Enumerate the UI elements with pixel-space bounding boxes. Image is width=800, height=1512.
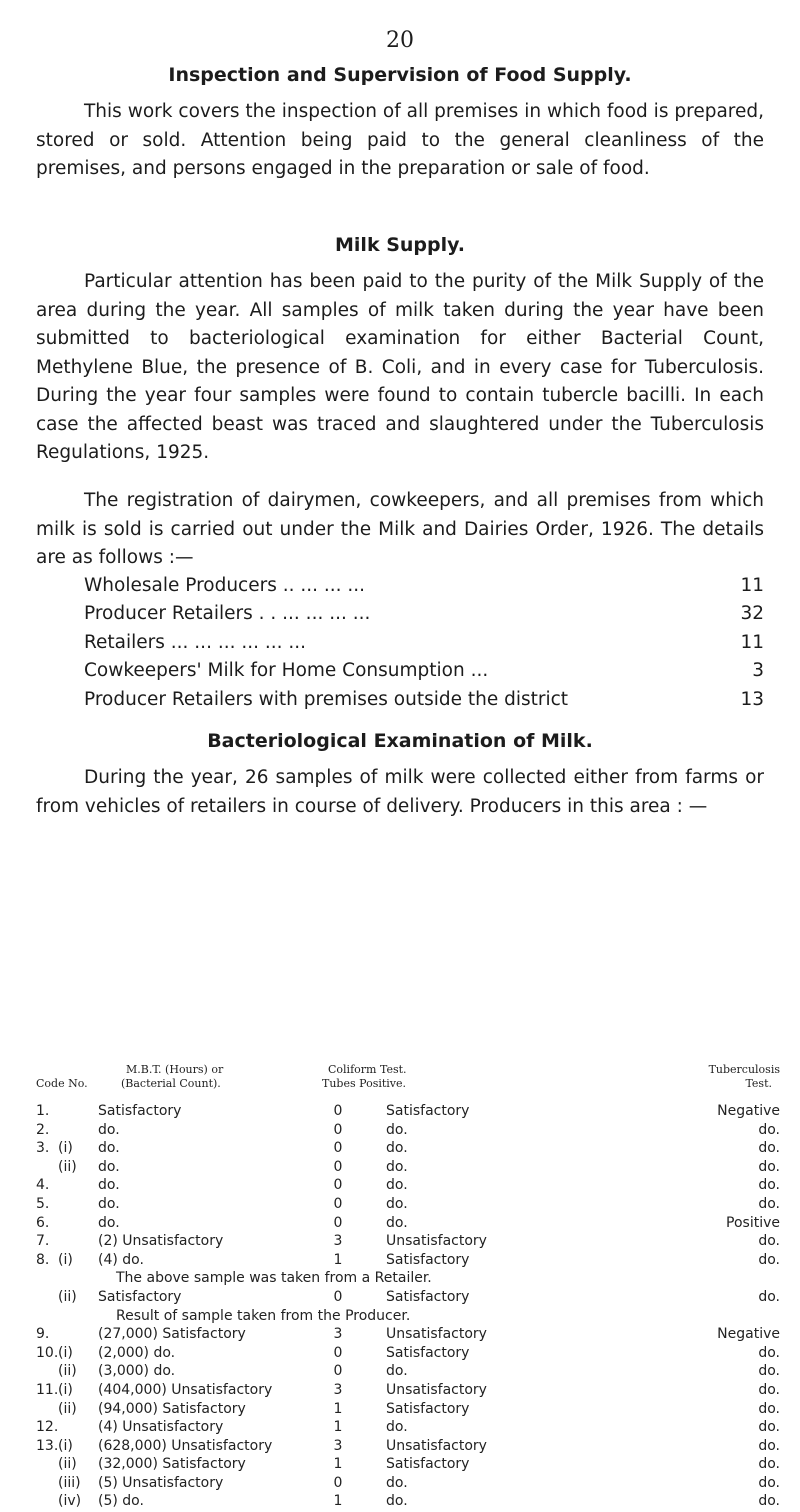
table-row [36,1456,780,1475]
cell-mbt: do. [98,1214,120,1231]
cell-code: 7. [36,1233,50,1250]
list-item [84,657,764,686]
registration-paragraph: The registration of dairymen, cowkeepers, and all premises from which milk is sold is carried out under the Milk and Dairies Order, 1926. The details are as follows :— [36,490,764,568]
cell-subcode: (ii) [58,1400,77,1417]
cell-subcode: (ii) [58,1363,77,1380]
cell-coliform: Satisfactory [386,1344,470,1361]
cell-mbt: (5) do. [98,1493,144,1510]
cell-tubes: 3 [333,1437,343,1454]
list-item-label: Retailers ... ... ... ... ... ... [84,631,307,653]
table-row [36,1326,780,1345]
cell-mbt: do. [98,1177,120,1194]
table-row [36,1140,780,1159]
header-coliform: Coliform Test. [328,1063,407,1076]
cell-mbt: (4) do. [98,1251,144,1268]
cell-tuberculosis: do. [758,1140,780,1157]
cell-tubes: 0 [333,1121,343,1138]
table-row [36,1475,780,1494]
cell-tuberculosis: do. [758,1177,780,1194]
cell-code: 1. [36,1103,50,1119]
cell-tuberculosis: do. [758,1474,780,1491]
milk-supply-paragraph: Particular attention has been paid to the purity of the Milk Supply of the area during the year. All samples of milk taken during the year have been submitted to bacteriological examination for either Bacterial Count, Methylene Blue, the presence of B. Coli, and in every case for Tuberculosis. During the year four samples were found to contain tubercle bacilli. In each case the affected beast was traced and slaughtered under the Tuberculosis Regulations, 1925. [36,271,764,463]
cell-coliform: Unsatisfactory [386,1233,487,1250]
table-row [36,1233,780,1252]
cell-subcode: (ii) [58,1288,77,1305]
cell-tuberculosis: do. [758,1288,780,1305]
cell-code: 2. [36,1121,50,1138]
cell-tubes: 1 [333,1251,343,1268]
cell-coliform: Satisfactory [386,1400,470,1417]
cell-subcode: (i) [58,1251,73,1268]
milk-supply-heading: Milk Supply. [335,234,465,256]
table-row [36,1103,780,1122]
cell-mbt: (94,000) Satisfactory [98,1400,246,1417]
page-number: 20 [386,28,414,53]
cell-code: 3. [36,1140,50,1157]
cell-mbt: do. [98,1158,120,1175]
cell-tuberculosis: do. [758,1437,780,1454]
list-item [84,685,764,714]
table-body [36,1103,780,1512]
cell-tubes: 0 [333,1363,343,1380]
list-item-label: Wholesale Producers .. ... ... ... [84,574,366,596]
cell-coliform: do. [386,1195,408,1212]
cell-subcode: (i) [58,1344,73,1361]
cell-code: 6. [36,1214,50,1231]
cell-tubes: 0 [333,1158,343,1175]
cell-subcode: (i) [58,1140,73,1157]
cell-tuberculosis: do. [758,1493,780,1510]
cell-coliform: Satisfactory [386,1103,470,1119]
cell-coliform: Unsatisfactory [386,1381,487,1398]
cell-tubes: 3 [333,1381,343,1398]
table-row [36,1382,780,1401]
cell-coliform: do. [386,1121,408,1138]
cell-mbt: (5) Unsatisfactory [98,1474,224,1491]
list-item-value: 13 [740,688,764,710]
results-table [36,1063,780,1512]
table-row [36,1159,780,1178]
cell-tuberculosis: do. [758,1400,780,1417]
cell-coliform: do. [386,1419,408,1436]
cell-tuberculosis: Negative [717,1103,780,1119]
table-row [36,1177,780,1196]
table-row [36,1196,780,1215]
header-tuberculosis: Tuberculosis [708,1063,780,1076]
cell-mbt: Satisfactory [98,1288,182,1305]
inspection-heading: Inspection and Supervision of Food Supply. [168,64,632,86]
list-item-value: 32 [740,603,764,625]
cell-code: 4. [36,1177,50,1194]
inspection-paragraph: This work covers the inspection of all premises in which food is prepared, stored or sold. Attention being paid to the general cleanliness of the premises, and persons engaged in the preparation or sale of food. [36,101,764,179]
cell-mbt: (2,000) do. [98,1344,176,1361]
header-mbt: (Bacterial Count). [121,1077,221,1090]
cell-tubes: 1 [333,1456,343,1473]
table-row [36,1438,780,1457]
bacteriological-heading: Bacteriological Examination of Milk. [207,730,593,752]
cell-coliform: Unsatisfactory [386,1326,487,1343]
table-row [36,1419,780,1438]
cell-tuberculosis: Positive [726,1214,780,1231]
cell-subcode: (i) [58,1437,73,1454]
cell-tubes: 1 [333,1419,343,1436]
list-item [84,571,764,600]
cell-tubes: 0 [333,1288,343,1305]
header-code: Code No. [36,1077,88,1090]
cell-tuberculosis: do. [758,1419,780,1436]
cell-mbt: do. [98,1195,120,1212]
cell-tubes: 0 [333,1177,343,1194]
registration-list [84,571,764,714]
cell-tuberculosis: do. [758,1251,780,1268]
table-row [36,1493,780,1512]
cell-code: 13. [36,1437,59,1454]
cell-tubes: 0 [333,1103,343,1119]
table-row [36,1363,780,1382]
cell-coliform: do. [386,1214,408,1231]
cell-tuberculosis: do. [758,1344,780,1361]
cell-tuberculosis: do. [758,1158,780,1175]
cell-tubes: 1 [333,1493,343,1510]
cell-subcode: (i) [58,1381,73,1398]
cell-tubes: 0 [333,1344,343,1361]
cell-subcode: (ii) [58,1456,77,1473]
cell-tuberculosis: do. [758,1363,780,1380]
cell-code: 10. [36,1344,59,1361]
cell-coliform: Satisfactory [386,1251,470,1268]
cell-code: 9. [36,1326,50,1343]
cell-coliform: do. [386,1363,408,1380]
list-item-value: 11 [740,631,764,653]
list-item-label: Producer Retailers with premises outside the district [84,688,569,710]
cell-mbt: (404,000) Unsatisfactory [98,1381,273,1398]
cell-code: 12. [36,1419,59,1436]
header-coliform: Tubes Positive. [322,1077,407,1090]
cell-tubes: 0 [333,1195,343,1212]
cell-tuberculosis: do. [758,1381,780,1398]
cell-tuberculosis: do. [758,1195,780,1212]
bacteriological-intro: During the year, 26 samples of milk were collected either from farms or from vehicles of retailers in course of delivery. Producers in this area : — [36,767,764,817]
table-note-text: Result of sample taken from the Producer. [116,1307,411,1324]
table-note [36,1308,780,1327]
cell-code: 5. [36,1195,50,1212]
list-item [84,600,764,629]
cell-coliform: Unsatisfactory [386,1437,487,1454]
cell-mbt: (4) Unsatisfactory [98,1419,224,1436]
cell-mbt: do. [98,1121,120,1138]
cell-mbt: (32,000) Satisfactory [98,1456,246,1473]
cell-coliform: do. [386,1140,408,1157]
header-tuberculosis: Test. [745,1077,772,1090]
cell-coliform: do. [386,1474,408,1491]
cell-tubes: 3 [333,1233,343,1250]
list-item-value: 3 [752,660,764,682]
cell-tubes: 1 [333,1400,343,1417]
cell-mbt: (628,000) Unsatisfactory [98,1437,273,1454]
header-mbt: M.B.T. (Hours) or [126,1063,224,1076]
cell-subcode: (ii) [58,1158,77,1175]
list-item [84,628,764,657]
list-item-value: 11 [740,574,764,596]
cell-coliform: do. [386,1493,408,1510]
table-row [36,1252,780,1271]
cell-mbt: Satisfactory [98,1103,182,1119]
cell-code: 11. [36,1381,59,1398]
cell-coliform: Satisfactory [386,1456,470,1473]
table-row [36,1289,780,1308]
table-row [36,1401,780,1420]
cell-tubes: 0 [333,1474,343,1491]
table-note [36,1270,780,1289]
cell-tuberculosis: Negative [717,1326,780,1343]
table-header [36,1063,780,1103]
cell-coliform: do. [386,1158,408,1175]
cell-coliform: do. [386,1177,408,1194]
list-item-label: Cowkeepers' Milk for Home Consumption ... [84,660,489,682]
cell-tubes: 3 [333,1326,343,1343]
table-row [36,1345,780,1364]
cell-code: 8. [36,1251,50,1268]
cell-mbt: (2) Unsatisfactory [98,1233,224,1250]
cell-tuberculosis: do. [758,1121,780,1138]
cell-coliform: Satisfactory [386,1288,470,1305]
table-row [36,1215,780,1234]
cell-mbt: (27,000) Satisfactory [98,1326,246,1343]
cell-subcode: (iv) [58,1493,82,1510]
table-row [36,1122,780,1141]
cell-tubes: 0 [333,1140,343,1157]
cell-tubes: 0 [333,1214,343,1231]
cell-tuberculosis: do. [758,1456,780,1473]
list-item-label: Producer Retailers . . ... ... ... ... [84,603,371,625]
cell-mbt: do. [98,1140,120,1157]
cell-mbt: (3,000) do. [98,1363,176,1380]
cell-subcode: (iii) [58,1474,81,1491]
cell-tuberculosis: do. [758,1233,780,1250]
table-note-text: The above sample was taken from a Retailer. [116,1270,432,1287]
